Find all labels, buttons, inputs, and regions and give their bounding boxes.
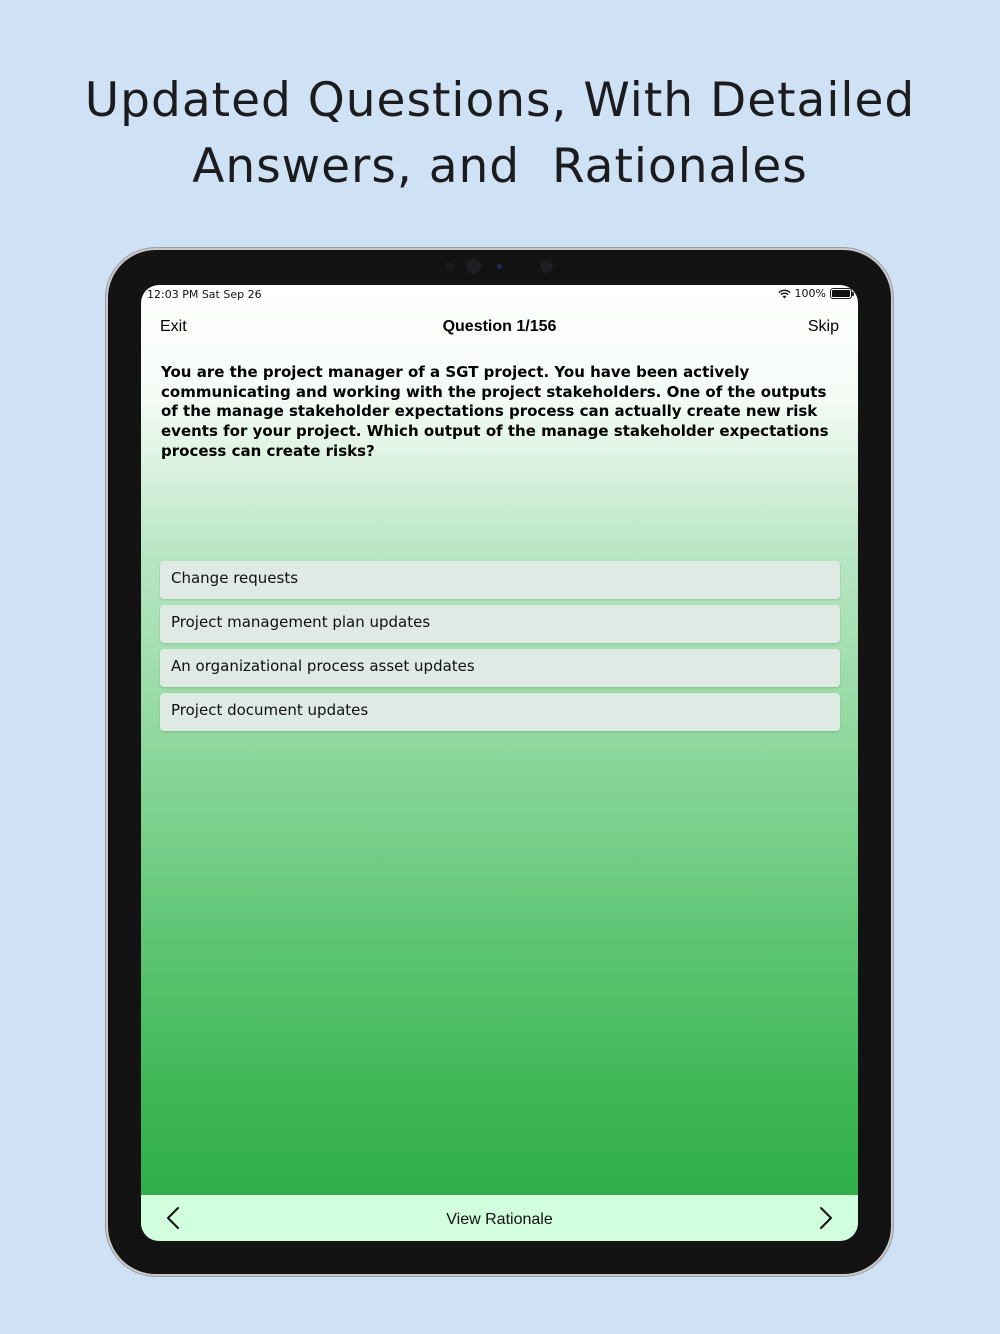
bottom-toolbar bbox=[141, 1195, 858, 1241]
app-screen bbox=[141, 285, 858, 1241]
view-rationale-button[interactable]: View Rationale bbox=[446, 1211, 553, 1228]
page-title: Question 1/156 bbox=[442, 318, 557, 335]
camera-icon bbox=[466, 259, 481, 274]
battery-percent: 100% bbox=[794, 287, 826, 300]
answer-list bbox=[160, 561, 840, 737]
answer-option-3[interactable]: An organizational process asset updates bbox=[160, 649, 840, 687]
exit-button[interactable]: Exit bbox=[160, 318, 187, 335]
tablet-device-frame bbox=[108, 250, 891, 1274]
answer-option-1[interactable]: Change requests bbox=[160, 561, 840, 599]
camera-indicator-icon bbox=[497, 264, 502, 269]
sensor-icon bbox=[540, 260, 553, 273]
headline-line-1: Updated Questions, With Detailed bbox=[84, 73, 916, 128]
answer-option-4[interactable]: Project document updates bbox=[160, 693, 840, 731]
status-bar bbox=[141, 285, 858, 305]
status-right bbox=[778, 287, 852, 300]
status-time: 12:03 PM Sat Sep 26 bbox=[147, 288, 262, 301]
wifi-icon bbox=[778, 289, 791, 299]
navigation-bar bbox=[141, 315, 858, 339]
headline bbox=[0, 68, 1000, 200]
sensor-icon bbox=[445, 262, 454, 271]
question-text: You are the project manager of a SGT project. You have been actively communicating and working with the project stakeholders. One of the outputs of the manage stakeholder expectations process can actually create new risk events for your project. Which output of the manage stakeholder expectations process can create risks? bbox=[161, 363, 829, 460]
skip-button[interactable]: Skip bbox=[807, 318, 839, 335]
answer-option-2[interactable]: Project management plan updates bbox=[160, 605, 840, 643]
headline-line-2: Answers, and Rationales bbox=[192, 139, 808, 194]
battery-icon bbox=[830, 288, 852, 299]
next-chevron-icon[interactable] bbox=[814, 1206, 836, 1230]
